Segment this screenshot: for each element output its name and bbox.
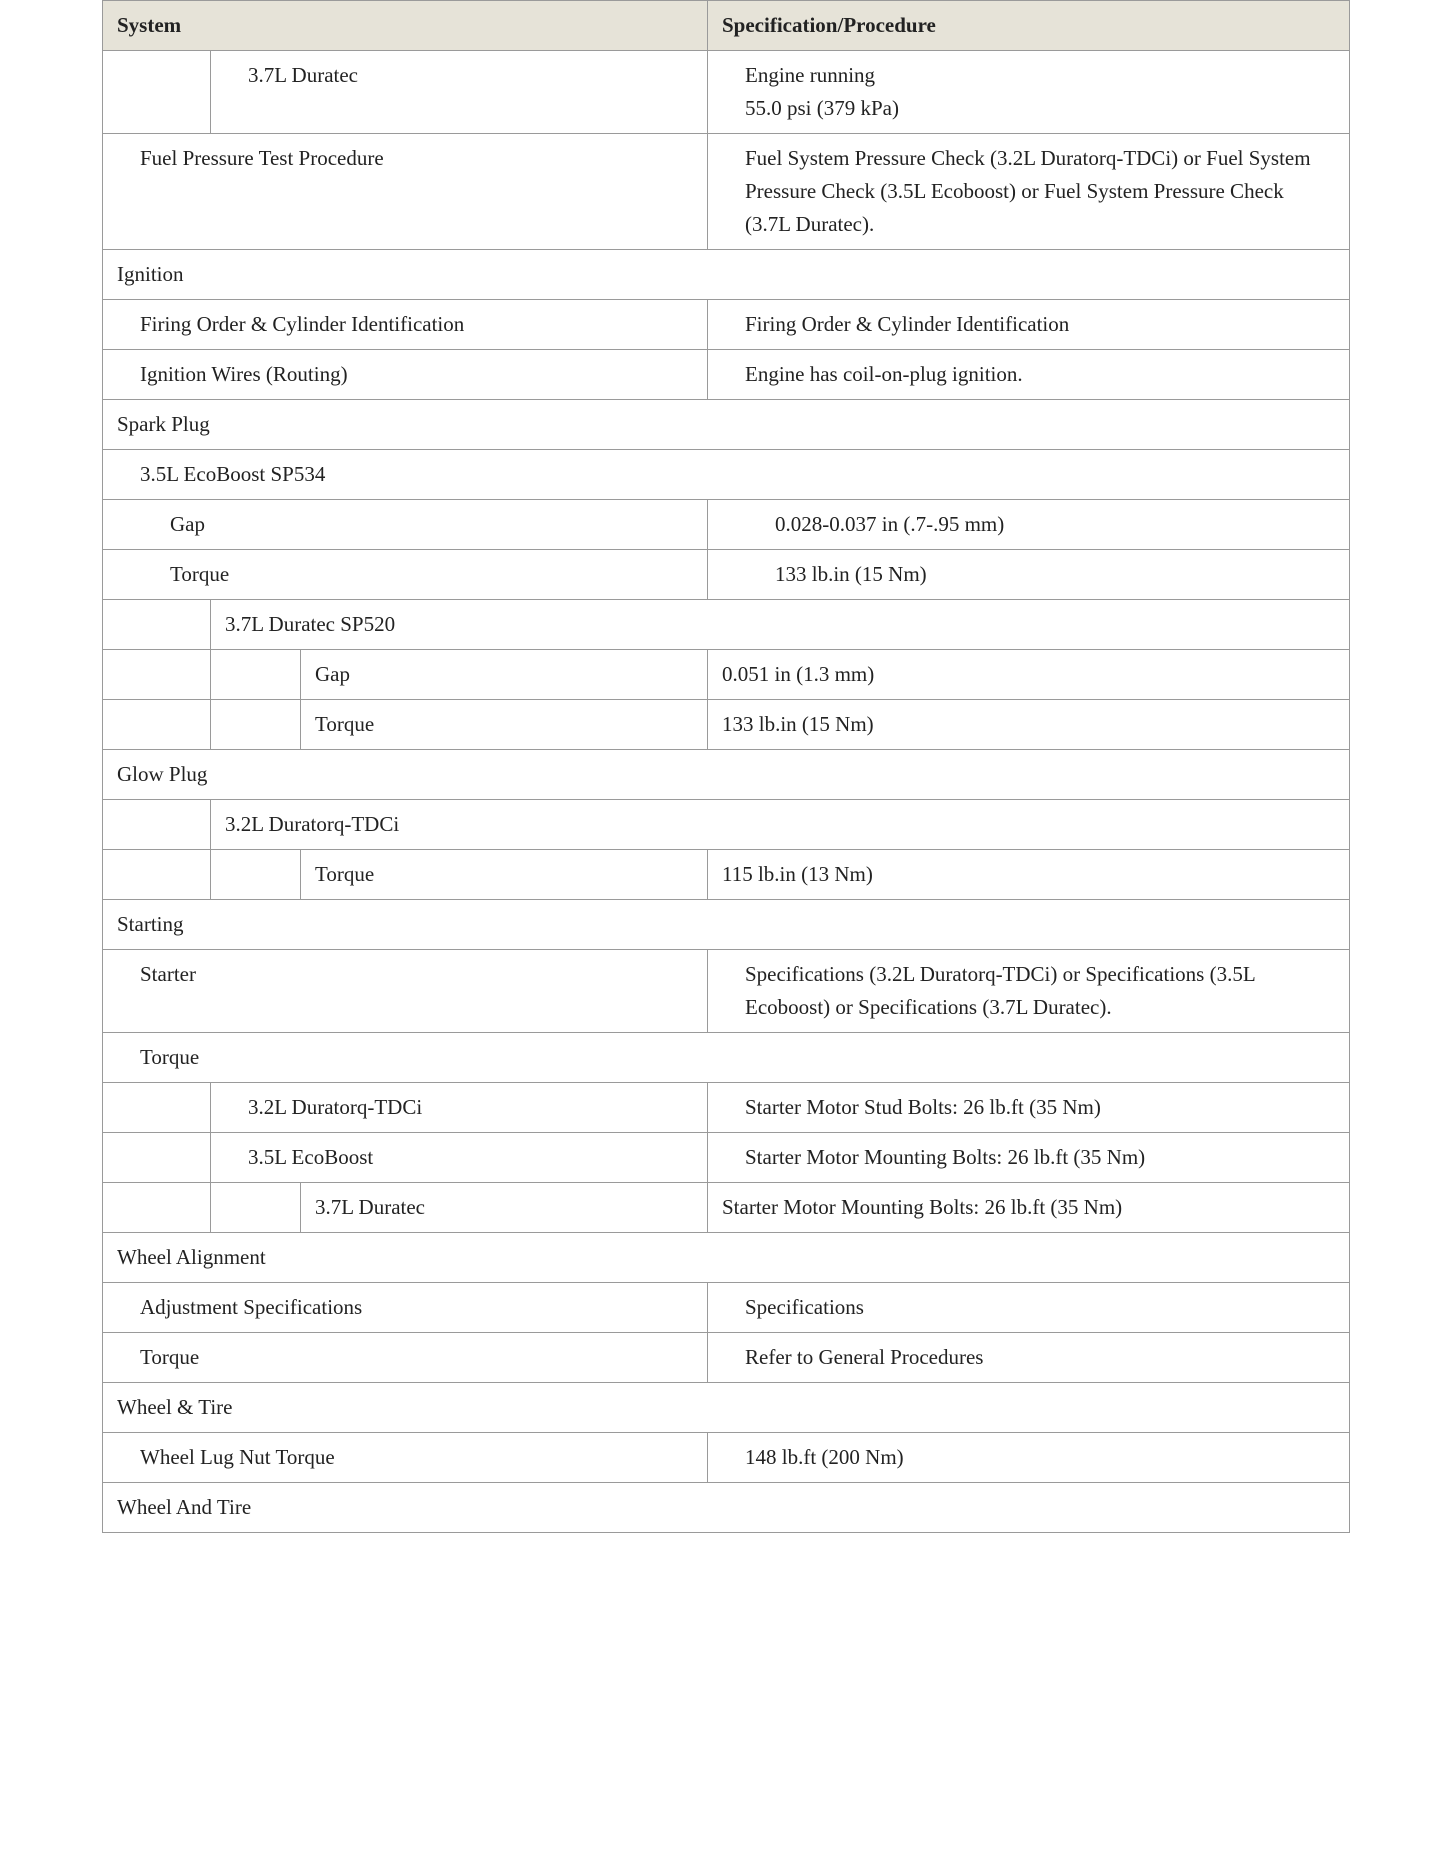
- indent-cell: [103, 51, 211, 134]
- row-label: Adjustment Specifications: [103, 1283, 708, 1333]
- row-value: Specifications: [708, 1283, 1350, 1333]
- row-value: Specifications (3.2L Duratorq-TDCi) or Specifications (3.5L Ecoboost) or Specifications (3.7L Duratec).: [708, 950, 1350, 1033]
- indent-cell: [103, 1183, 211, 1233]
- row-label: Firing Order & Cylinder Identification: [103, 300, 708, 350]
- row-label: Torque: [301, 700, 708, 750]
- row-label: Ignition Wires (Routing): [103, 350, 708, 400]
- row-label: 3.7L Duratec: [301, 1183, 708, 1233]
- table-row: [103, 1433, 1350, 1483]
- subsection-heading: 3.2L Duratorq-TDCi: [211, 800, 1350, 850]
- indent-cell: [211, 850, 301, 900]
- indent-cell: [211, 650, 301, 700]
- row-label: Fuel Pressure Test Procedure: [103, 134, 708, 250]
- row-value: Starter Motor Mounting Bolts: 26 lb.ft (35 Nm): [708, 1183, 1350, 1233]
- row-value: Firing Order & Cylinder Identification: [708, 300, 1350, 350]
- indent-cell: [103, 1083, 211, 1133]
- table-row: [103, 134, 1350, 250]
- specification-table: [102, 0, 1350, 1533]
- table-row: [103, 650, 1350, 700]
- table-row: [103, 1283, 1350, 1333]
- section-row: [103, 250, 1350, 300]
- table-row: [103, 51, 1350, 134]
- row-value: 133 lb.in (15 Nm): [708, 550, 1350, 600]
- table-row: [103, 850, 1350, 900]
- subsection-row: [103, 1033, 1350, 1083]
- row-value: Refer to General Procedures: [708, 1333, 1350, 1383]
- header-system: System: [103, 1, 708, 51]
- row-value: 133 lb.in (15 Nm): [708, 700, 1350, 750]
- table-row: [103, 300, 1350, 350]
- indent-cell: [103, 850, 211, 900]
- row-label: Torque: [103, 1333, 708, 1383]
- row-label: Starter: [103, 950, 708, 1033]
- value-line: 55.0 psi (379 kPa): [745, 96, 899, 120]
- table-row: [103, 350, 1350, 400]
- row-label: Gap: [301, 650, 708, 700]
- row-value: Starter Motor Mounting Bolts: 26 lb.ft (35 Nm): [708, 1133, 1350, 1183]
- section-heading: Wheel Alignment: [103, 1233, 1350, 1283]
- indent-cell: [103, 600, 211, 650]
- row-label: 3.5L EcoBoost: [211, 1133, 708, 1183]
- indent-cell: [103, 1133, 211, 1183]
- row-value: [708, 51, 1350, 134]
- table-row: [103, 700, 1350, 750]
- row-value: 0.028-0.037 in (.7-.95 mm): [708, 500, 1350, 550]
- row-value: 148 lb.ft (200 Nm): [708, 1433, 1350, 1483]
- row-value: 0.051 in (1.3 mm): [708, 650, 1350, 700]
- indent-cell: [211, 1183, 301, 1233]
- row-label: Gap: [103, 500, 708, 550]
- row-label: Torque: [103, 550, 708, 600]
- section-row: [103, 750, 1350, 800]
- row-value: 115 lb.in (13 Nm): [708, 850, 1350, 900]
- value-line: Engine running: [745, 63, 876, 87]
- indent-cell: [103, 700, 211, 750]
- table-row: [103, 950, 1350, 1033]
- section-heading: Ignition: [103, 250, 1350, 300]
- section-row: [103, 400, 1350, 450]
- subsection-row: [103, 800, 1350, 850]
- header-specification: Specification/Procedure: [708, 1, 1350, 51]
- section-heading: Spark Plug: [103, 400, 1350, 450]
- row-label: 3.7L Duratec: [211, 51, 708, 134]
- indent-cell: [103, 650, 211, 700]
- row-label: 3.2L Duratorq-TDCi: [211, 1083, 708, 1133]
- subsection-heading: Torque: [103, 1033, 1350, 1083]
- section-row: [103, 1383, 1350, 1433]
- table-row: [103, 1083, 1350, 1133]
- subsection-row: [103, 600, 1350, 650]
- row-value: Engine has coil-on-plug ignition.: [708, 350, 1350, 400]
- table-row: [103, 1133, 1350, 1183]
- table-row: [103, 1333, 1350, 1383]
- table-row: [103, 550, 1350, 600]
- subsection-heading: 3.7L Duratec SP520: [211, 600, 1350, 650]
- section-heading: Starting: [103, 900, 1350, 950]
- section-heading: Wheel & Tire: [103, 1383, 1350, 1433]
- row-value: Fuel System Pressure Check (3.2L Duratorq-TDCi) or Fuel System Pressure Check (3.5L Ecoboost) or Fuel System Pressure Check (3.7L Duratec).: [708, 134, 1350, 250]
- section-heading: Glow Plug: [103, 750, 1350, 800]
- subsection-row: [103, 450, 1350, 500]
- section-row: [103, 1483, 1350, 1533]
- table-row: [103, 1183, 1350, 1233]
- section-row: [103, 900, 1350, 950]
- section-heading: Wheel And Tire: [103, 1483, 1350, 1533]
- table-row: [103, 500, 1350, 550]
- row-label: Torque: [301, 850, 708, 900]
- indent-cell: [103, 800, 211, 850]
- indent-cell: [211, 700, 301, 750]
- row-value: Starter Motor Stud Bolts: 26 lb.ft (35 Nm): [708, 1083, 1350, 1133]
- table-header-row: [103, 1, 1350, 51]
- section-row: [103, 1233, 1350, 1283]
- subsection-heading: 3.5L EcoBoost SP534: [103, 450, 1350, 500]
- row-label: Wheel Lug Nut Torque: [103, 1433, 708, 1483]
